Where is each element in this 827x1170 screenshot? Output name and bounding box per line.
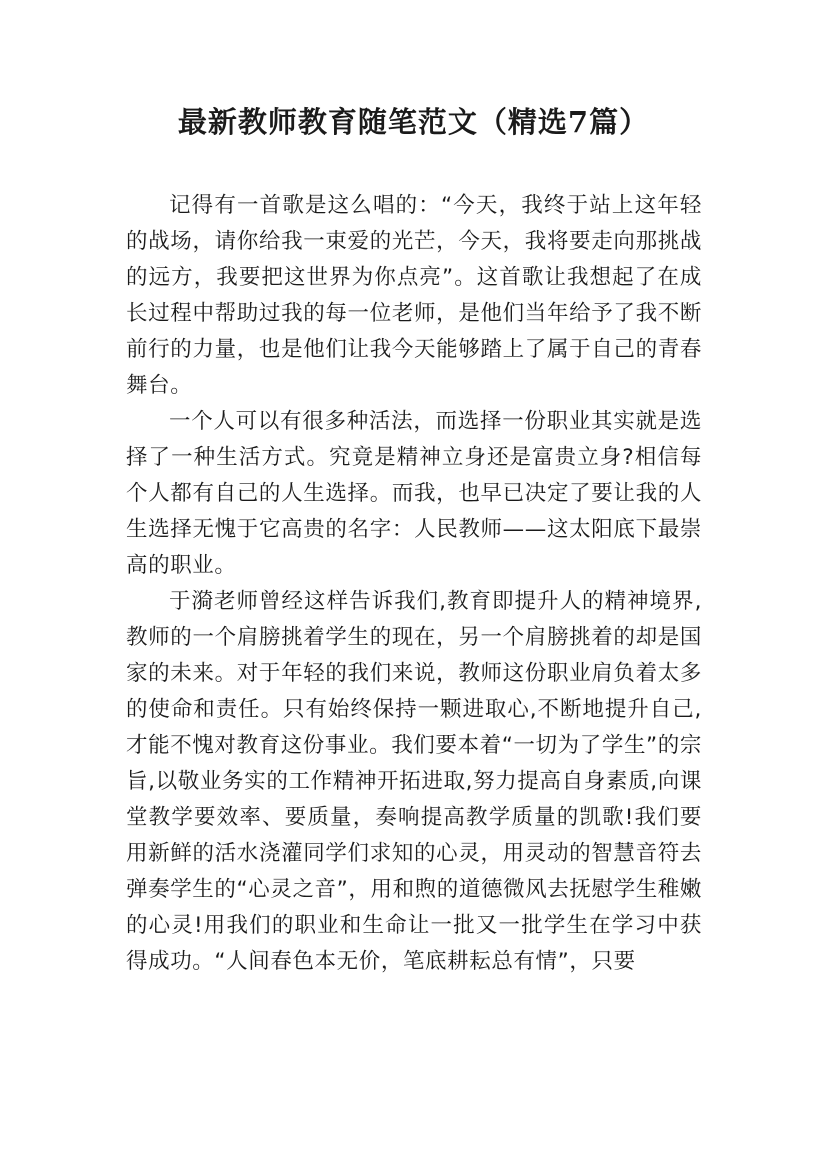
paragraph-1: 记得有一首歌是这么唱的：“今天，我终于站上这年轻的战场，请你给我一束爱的光芒，今天，我将要走向那挑战的远方，我要把这世界为你点亮”。这首歌让我想起了在成长过程中帮助过我的每一位老师，是他们当年给予了我不断前行的力量，也是他们让我今天能够踏上了属于自己的青春舞台。 — [126, 193, 702, 398]
paragraph-3: 于漪老师曾经这样告诉我们,教育即提升人的精神境界,教师的一个肩膀挑着学生的现在，另一个肩膀挑着的却是国家的未来。对于年轻的我们来说，教师这份职业肩负着太多的使命和责任。只有始终保持一颗进取心,不断地提升自己,才能不愧对教育这份事业。我们要本着“一切为了学生”的宗旨,以敬业务实的工作精神开拓进取,努力提高自身素质,向课堂教学要效率、要质量，奏响提高教学质量的凯歌!我们要用新鲜的活水浇灌同学们求知的心灵，用灵动的智慧音符去弹奏学生的“心灵之音”，用和煦的道德微风去抚慰学生稚嫩的心灵!用我们的职业和生命让一批又一批学生在学习中获得成功。“人间春色本无价，笔底耕耘总有情”，只要 — [126, 589, 702, 974]
document-title: 最新教师教育随笔范文（精选7篇） — [177, 105, 650, 139]
paragraph-2: 一个人可以有很多种活法，而选择一份职业其实就是选择了一种生活方式。究竟是精神立身还是富贵立身?相信每个人都有自己的人生选择。而我，也早已决定了要让我的人生选择无愧于它高贵的名字：人民教师——这太阳底下最崇高的职业。 — [126, 409, 702, 578]
document-body — [126, 188, 702, 980]
